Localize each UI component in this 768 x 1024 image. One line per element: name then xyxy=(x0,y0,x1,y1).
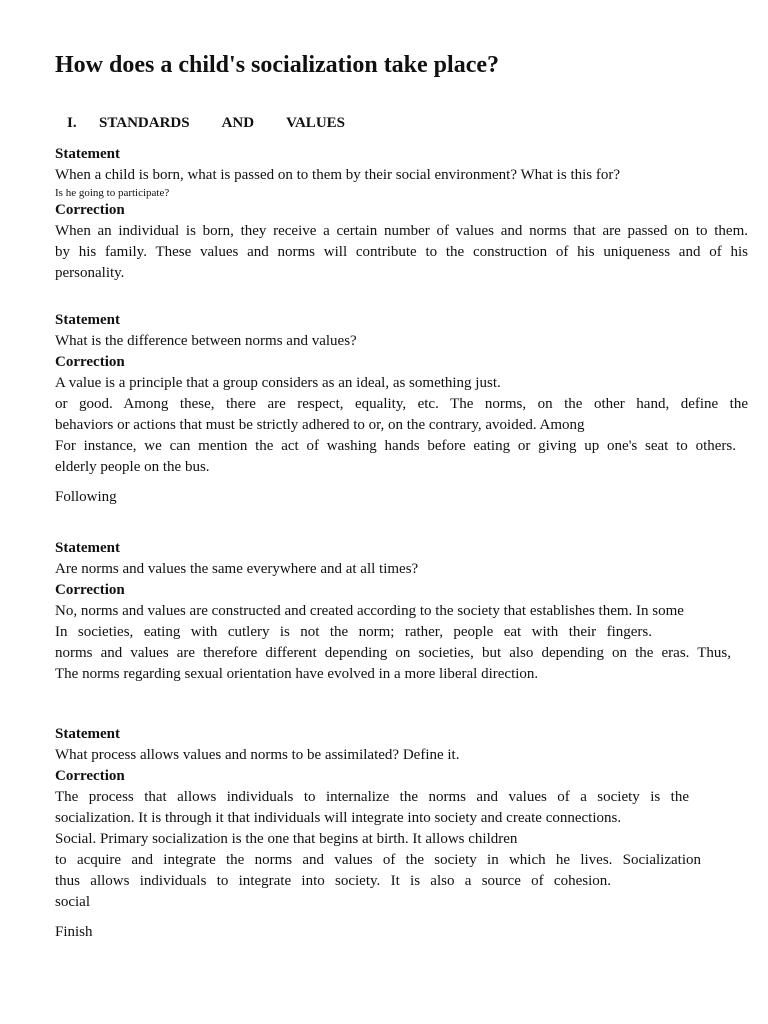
correction-line: by his family. These values and norms will contribute to the construction of his uniqueness and of his xyxy=(55,244,748,260)
correction-line: No, norms and values are constructed and created according to the society that establishes them. In some xyxy=(55,603,684,619)
correction-label: Correction xyxy=(55,582,125,598)
correction-line: Social. Primary socialization is the one that begins at birth. It allows children xyxy=(55,831,518,847)
following-text: Following xyxy=(55,489,117,505)
statement-label: Statement xyxy=(55,726,120,742)
statement-text-continued: Is he going to participate? xyxy=(55,187,170,199)
statement-text: Are norms and values the same everywhere and at all times? xyxy=(55,561,419,577)
statement-text: When a child is born, what is passed on to them by their social environment? What is this for? xyxy=(55,167,621,183)
correction-line: The norms regarding sexual orientation have evolved in a more liberal direction. xyxy=(55,666,539,682)
question-block-2 xyxy=(55,310,748,478)
question-block-1 xyxy=(55,144,748,284)
correction-label: Correction xyxy=(55,202,125,218)
correction-line: personality. xyxy=(55,265,125,281)
question-block-4 xyxy=(55,724,748,913)
section-word-and: AND xyxy=(221,115,255,131)
correction-line: A value is a principle that a group considers as an ideal, as something just. xyxy=(55,375,501,391)
correction-line: socialization. It is through it that individuals will integrate into society and create connections. xyxy=(55,810,622,826)
correction-line: behaviors or actions that must be strictly adhered to or, on the contrary, avoided. Among xyxy=(55,417,585,433)
correction-label: Correction xyxy=(55,354,125,370)
correction-line: elderly people on the bus. xyxy=(55,459,210,475)
correction-line: For instance, we can mention the act of washing hands before eating or giving up one's seat to others. xyxy=(55,438,736,454)
statement-label: Statement xyxy=(55,540,120,556)
correction-line: to acquire and integrate the norms and values of the society in which he lives. Socialization xyxy=(55,852,701,868)
statement-label: Statement xyxy=(55,312,120,328)
correction-line: In societies, eating with cutlery is not the norm; rather, people eat with their fingers. xyxy=(55,624,652,640)
section-number: I. xyxy=(67,115,77,131)
correction-line: norms and values are therefore different depending on societies, but also depending on the eras. Thus, xyxy=(55,645,731,661)
correction-line: thus allows individuals to integrate into society. It is also a source of cohesion. xyxy=(55,873,611,889)
correction-line: or good. Among these, there are respect, equality, etc. The norms, on the other hand, define the xyxy=(55,396,748,412)
statement-label: Statement xyxy=(55,146,120,162)
section-word-standards: STANDARDS xyxy=(99,115,190,131)
page-title: How does a child's socialization take place? xyxy=(55,52,499,78)
question-block-3 xyxy=(55,538,748,685)
statement-text: What is the difference between norms and values? xyxy=(55,333,357,349)
statement-text: What process allows values and norms to be assimilated? Define it. xyxy=(55,747,460,763)
correction-line: social xyxy=(55,894,90,910)
section-heading xyxy=(67,114,345,132)
correction-line: The process that allows individuals to internalize the norms and values of a society is the xyxy=(55,789,689,805)
section-word-values: VALUES xyxy=(286,115,345,131)
correction-label: Correction xyxy=(55,768,125,784)
correction-line: When an individual is born, they receive a certain number of values and norms that are passed on to them. xyxy=(55,223,748,239)
finish-text: Finish xyxy=(55,924,93,940)
